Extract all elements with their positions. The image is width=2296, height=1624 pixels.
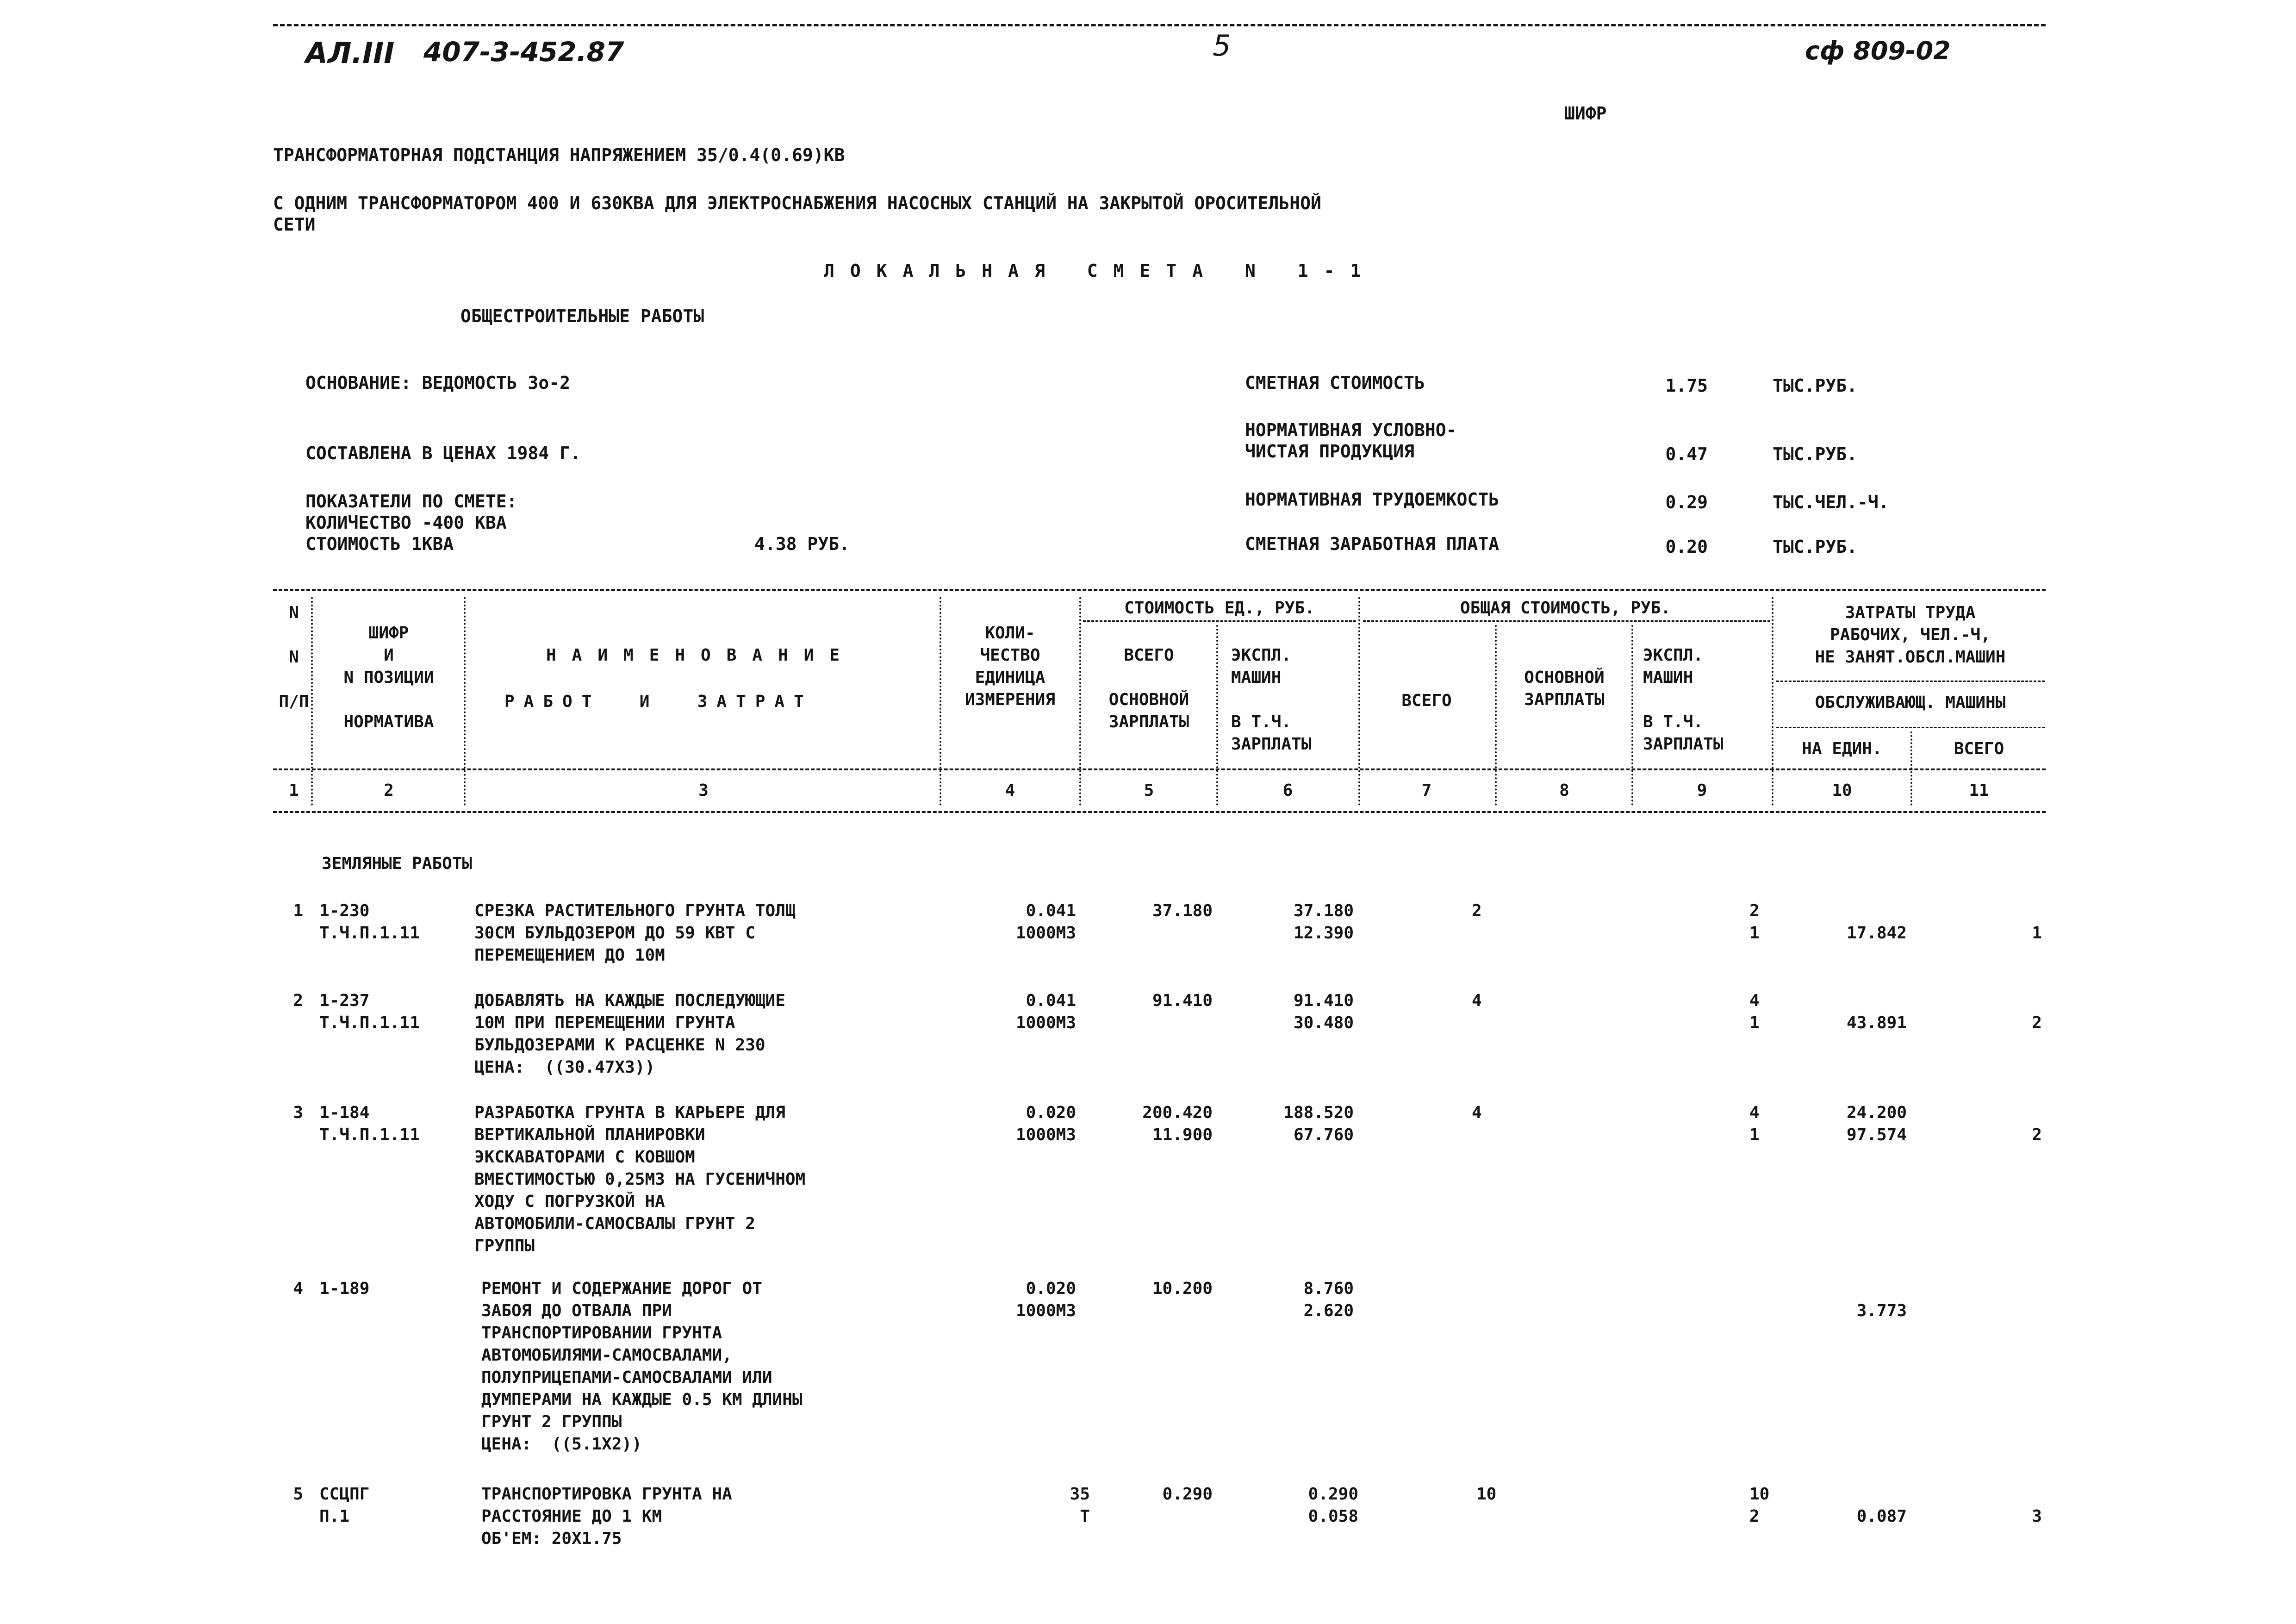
header-labor-group: ЗАТРАТЫ ТРУДА РАБОЧИХ, ЧЕЛ.-Ч, НЕ ЗАНЯТ.ОБСЛ.МАШИН	[1815, 603, 2006, 667]
document-code: сф 809-02	[1805, 36, 1951, 65]
row-name: РЕМОНТ И СОДЕРЖАНИЕ ДОРОГ ОТ ЗАБОЯ ДО ОТВАЛА ПРИ ТРАНСПОРТИРОВАНИИ ГРУНТА АВТОМОБИЛЯМИ-САМОСВАЛАМИ, ПОЛУПРИЦЕПАМИ-САМОСВАЛАМИ ИЛИ ДУМПЕРАМИ НА КАЖДЫЕ 0.5 КМ ДЛИНЫ ГРУНТ 2 ГРУППЫ ЦЕНА: ((5.1Х2))	[481, 1279, 803, 1454]
row-code: 1-230 Т.Ч.П.1.11	[319, 901, 420, 943]
row-total: 4	[1472, 991, 1482, 1010]
summary-value-cost: 1.75	[1665, 375, 1708, 396]
title-line-2: С ОДНИМ ТРАНСФОРМАТОРОМ 400 И 630КВА ДЛЯ ЭЛЕКТРОСНАБЖЕНИЯ НАСОСНЫХ СТАНЦИЙ НА ЗАКРЫТОЙ ОРОСИТЕЛЬНОЙ	[273, 193, 1321, 213]
row-quantity: 35 Т	[1070, 1485, 1090, 1526]
row-labor-unit: 0.087	[1856, 1507, 1907, 1526]
row-unit-total: 10.200	[1152, 1279, 1213, 1298]
header-subrule-labor-1	[1776, 681, 2045, 682]
col-separator-5	[1216, 625, 1218, 806]
row-name: ДОБАВЛЯТЬ НА КАЖДЫЕ ПОСЛЕДУЮЩИЕ 10М ПРИ ПЕРЕМЕЩЕНИИ ГРУНТА БУЛЬДОЗЕРАМИ К РАСЦЕНКЕ N 230 ЦЕНА: ((30.47Х3))	[474, 991, 785, 1077]
row-unit-machines: 0.290 0.058	[1308, 1485, 1358, 1526]
row-unit-machines: 37.180 12.390	[1293, 901, 1354, 943]
summary-unit-net-product: ТЫС.РУБ.	[1773, 444, 1858, 464]
col-number-5: 5	[1144, 781, 1154, 800]
row-machines: 10 2	[1749, 1485, 1770, 1526]
basis-text: ОСНОВАНИЕ: ВЕДОМОСТЬ 3о-2	[305, 373, 570, 393]
prices-text: СОСТАВЛЕНА В ЦЕНАХ 1984 Г.	[305, 443, 581, 463]
row-labor-total: 3	[2032, 1507, 2042, 1526]
cipher-label: ШИФР	[1564, 103, 1607, 124]
summary-value-net-product: 0.47	[1665, 444, 1708, 464]
row-labor-total: 1	[2032, 924, 2042, 943]
row-code: 1-189	[319, 1279, 370, 1298]
col-separator-2	[464, 597, 466, 806]
row-number: 4	[293, 1279, 303, 1298]
top-border-line	[273, 24, 2046, 26]
summary-value-wages: 0.20	[1665, 537, 1708, 557]
project-number: 407-3-452.87	[423, 36, 624, 68]
indicators-unit-cost-label: СТОИМОСТЬ 1КВА	[305, 534, 454, 554]
summary-label-cost: СМЕТНАЯ СТОИМОСТЬ	[1245, 373, 1425, 393]
indicators-heading: ПОКАЗАТЕЛИ ПО СМЕТЕ:	[305, 491, 517, 512]
summary-label-net-product: НОРМАТИВНАЯ УСЛОВНО- ЧИСТАЯ ПРОДУКЦИЯ	[1245, 420, 1457, 462]
header-col-6: ЭКСПЛ. МАШИН В Т.Ч. ЗАРПЛАТЫ	[1231, 646, 1312, 754]
header-col-1: N N П/П	[279, 603, 309, 711]
col-separator-6	[1358, 597, 1360, 806]
col-number-7: 7	[1421, 781, 1432, 800]
header-col-9: ЭКСПЛ. МАШИН В Т.Ч. ЗАРПЛАТЫ	[1643, 646, 1724, 754]
col-number-10: 10	[1832, 781, 1852, 800]
row-unit-machines: 91.410 30.480	[1293, 991, 1354, 1032]
table-header-rule	[273, 768, 2046, 770]
row-labor-unit: 3.773	[1856, 1301, 1907, 1320]
row-number: 5	[293, 1485, 303, 1504]
row-code: 1-237 Т.Ч.П.1.11	[319, 991, 420, 1032]
header-col-2: ШИФР И N ПОЗИЦИИ НОРМАТИВА	[343, 624, 434, 731]
row-total: 4	[1472, 1103, 1482, 1122]
header-subrule-unit-cost	[1083, 620, 1356, 622]
header-col-7: ВСЕГО	[1401, 691, 1452, 710]
indicators-quantity: КОЛИЧЕСТВО -400 КВА	[305, 512, 507, 533]
row-number: 1	[293, 901, 303, 920]
row-unit-total: 37.180	[1152, 901, 1213, 920]
summary-unit-labor: ТЫС.ЧЕЛ.-Ч.	[1773, 492, 1889, 512]
summary-value-labor: 0.29	[1665, 492, 1708, 512]
table-top-rule	[273, 589, 2046, 591]
summary-unit-cost: ТЫС.РУБ.	[1773, 375, 1858, 396]
row-unit-total: 91.410	[1152, 991, 1213, 1010]
row-labor-total: 2	[2032, 1013, 2042, 1032]
row-quantity: 0.020 1000М3	[1015, 1103, 1076, 1144]
row-name: СРЕЗКА РАСТИТЕЛЬНОГО ГРУНТА ТОЛЩ 30СМ БУЛЬДОЗЕРОМ ДО 59 КВТ С ПЕРЕМЕЩЕНИЕМ ДО 10М	[474, 901, 796, 965]
col-separator-4	[1079, 597, 1081, 806]
summary-unit-wages: ТЫС.РУБ.	[1773, 537, 1858, 557]
header-col-5: ВСЕГО ОСНОВНОЙ ЗАРПЛАТЫ	[1108, 646, 1189, 731]
section-title: ЗЕМЛЯНЫЕ РАБОТЫ	[322, 854, 473, 873]
work-type: ОБЩЕСТРОИТЕЛЬНЫЕ РАБОТЫ	[460, 306, 704, 326]
row-machines: 4 1	[1749, 1103, 1760, 1144]
header-col-11: ВСЕГО	[1954, 739, 2004, 758]
row-name: РАЗРАБОТКА ГРУНТА В КАРЬЕРЕ ДЛЯ ВЕРТИКАЛЬНОЙ ПЛАНИРОВКИ ЭКСКАВАТОРАМИ С КОВШОМ ВМЕСТИМОСТЬЮ 0,25М3 НА ГУСЕНИЧНОМ ХОДУ С ПОГРУЗКОЙ НА АВТОМОБИЛИ-САМОСВАЛЫ ГРУНТ 2 ГРУППЫ	[474, 1103, 806, 1255]
row-number: 2	[293, 991, 303, 1010]
col-number-11: 11	[1969, 781, 1989, 800]
col-separator-8	[1631, 625, 1633, 806]
summary-label-wages: СМЕТНАЯ ЗАРАБОТНАЯ ПЛАТА	[1245, 534, 1500, 554]
col-number-9: 9	[1697, 781, 1707, 800]
title-line-3: СЕТИ	[273, 214, 316, 235]
col-number-4: 4	[1005, 781, 1015, 800]
col-separator-9	[1772, 597, 1773, 806]
col-separator-7	[1495, 625, 1497, 806]
row-unit-machines: 8.760 2.620	[1303, 1279, 1354, 1320]
row-labor-unit: 24.200 97.574	[1846, 1103, 1907, 1144]
header-col-3-works: РАБОТ И ЗАТРАТ	[504, 692, 813, 711]
header-col-4: КОЛИ- ЧЕСТВО ЕДИНИЦА ИЗМЕРЕНИЯ	[964, 624, 1056, 709]
row-total: 10	[1476, 1485, 1497, 1504]
row-number: 3	[293, 1103, 303, 1122]
col-number-3: 3	[698, 781, 709, 800]
header-unit-cost-group: СТОИМОСТЬ ЕД., РУБ.	[1124, 599, 1315, 618]
header-col-10: НА ЕДИН.	[1802, 739, 1882, 758]
summary-label-labor: НОРМАТИВНАЯ ТРУДОЕМКОСТЬ	[1245, 489, 1500, 510]
header-subrule-total-cost	[1363, 620, 1770, 622]
title-line-1: ТРАНСФОРМАТОРНАЯ ПОДСТАНЦИЯ НАПРЯЖЕНИЕМ 35/0.4(0.69)КВ	[273, 145, 845, 165]
header-col-8: ОСНОВНОЙ ЗАРПЛАТЫ	[1524, 668, 1605, 709]
row-labor-unit: 43.891	[1846, 1013, 1907, 1032]
header-col-3-name: НАИМЕНОВАНИЕ	[546, 646, 856, 665]
row-quantity: 0.041 1000М3	[1015, 991, 1076, 1032]
col-separator-3	[940, 597, 941, 806]
header-labor-service: ОБСЛУЖИВАЮЩ. МАШИНЫ	[1815, 693, 2006, 712]
row-quantity: 0.041 1000М3	[1015, 901, 1076, 943]
col-separator-1	[311, 597, 313, 806]
row-quantity: 0.020 1000М3	[1015, 1279, 1076, 1320]
row-code: 1-184 Т.Ч.П.1.11	[319, 1103, 420, 1144]
row-unit-machines: 188.520 67.760	[1283, 1103, 1354, 1144]
row-labor-unit: 17.842	[1846, 924, 1907, 943]
row-unit-total: 200.420 11.900	[1142, 1103, 1213, 1144]
row-name: ТРАНСПОРТИРОВКА ГРУНТА НА РАССТОЯНИЕ ДО 1 КМ ОБ'ЕМ: 20Х1.75	[481, 1485, 732, 1548]
row-machines: 4 1	[1749, 991, 1760, 1032]
row-machines: 2 1	[1749, 901, 1760, 943]
row-total: 2	[1472, 901, 1482, 920]
col-number-1: 1	[289, 781, 299, 800]
page-number: 5	[1213, 29, 1231, 62]
col-number-8: 8	[1559, 781, 1569, 800]
row-labor-total: 2	[2032, 1125, 2042, 1144]
album-mark: АЛ.III	[305, 36, 395, 70]
estimate-title: ЛОКАЛЬНАЯ СМЕТА N 1-1	[824, 261, 1377, 281]
header-total-cost-group: ОБЩАЯ СТОИМОСТЬ, РУБ.	[1460, 599, 1671, 618]
header-subrule-labor-2	[1776, 727, 2045, 728]
row-code: ССЦПГ П.1	[319, 1485, 370, 1526]
table-numbers-rule	[273, 811, 2046, 813]
indicators-unit-cost-value: 4.38 РУБ.	[754, 534, 850, 554]
row-unit-total: 0.290	[1162, 1485, 1213, 1504]
col-number-6: 6	[1282, 781, 1293, 800]
col-number-2: 2	[384, 781, 394, 800]
